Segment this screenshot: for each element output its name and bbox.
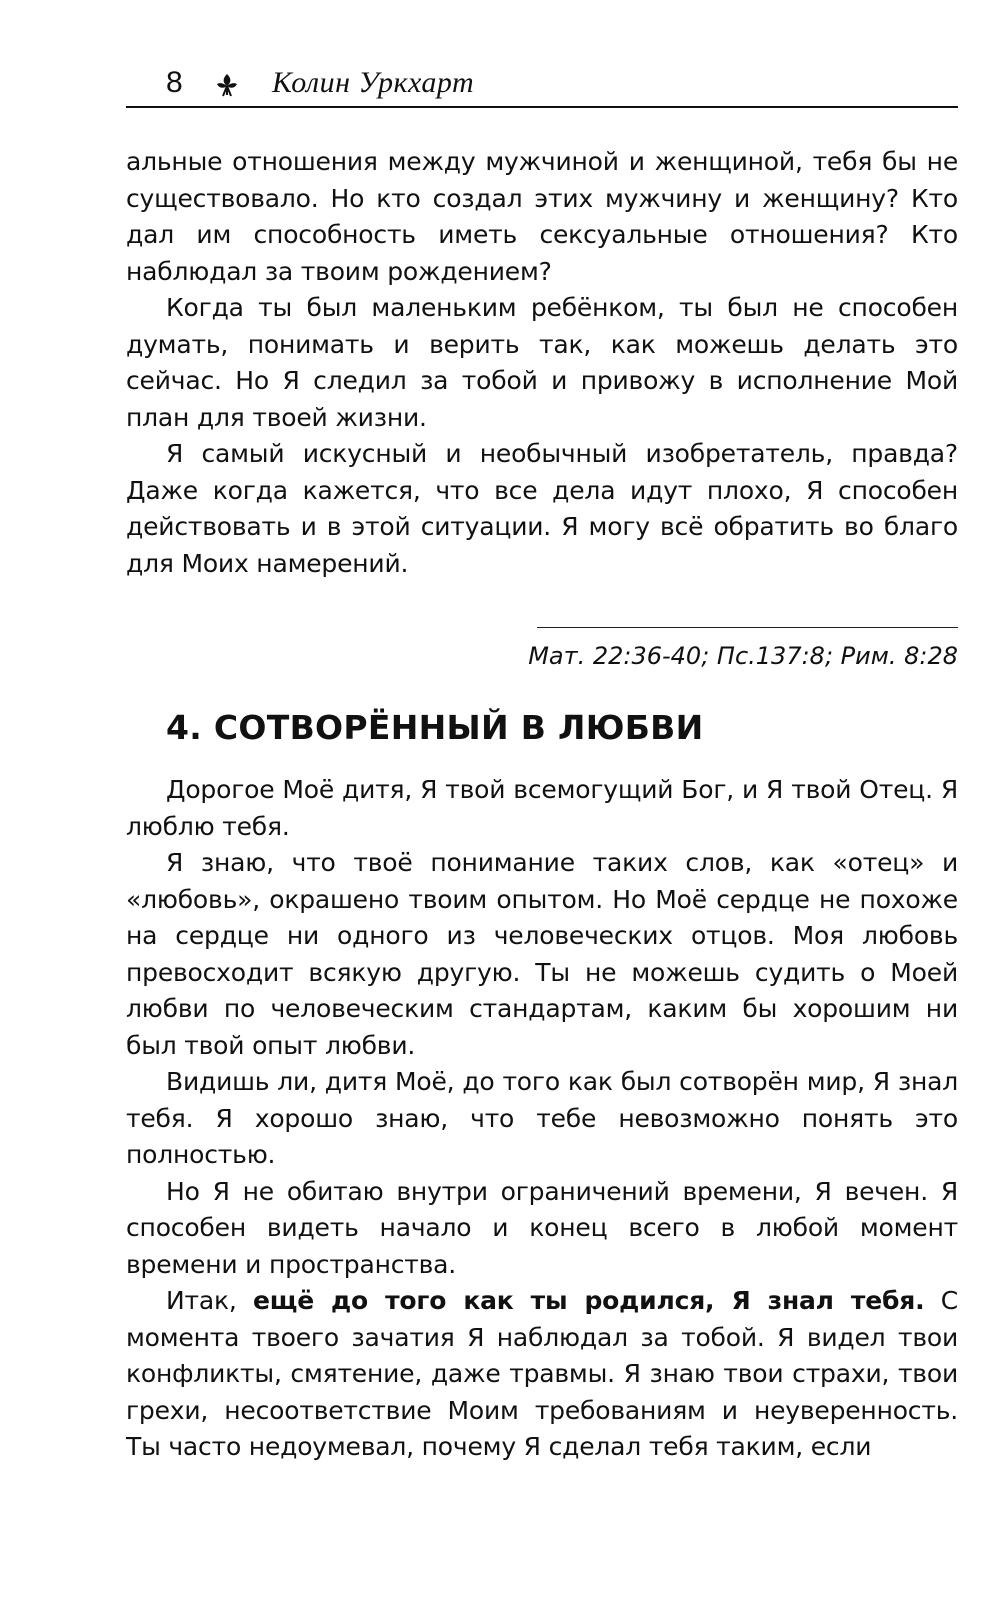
paragraph-lead: Итак,: [166, 1286, 253, 1315]
header-author: Колин Уркхарт: [272, 66, 475, 99]
chapter-text: [126, 772, 958, 1466]
continued-text: [126, 144, 958, 582]
paragraph: [126, 1283, 958, 1466]
leaf-ornament-icon: [214, 72, 240, 98]
paragraph: Когда ты был маленьким ребёнком, ты был не способен думать, понимать и верить так, как можешь делать это сейчас. Но Я следил за тобой и привожу в исполнение Мой план для твоей жизни.: [126, 293, 958, 432]
paragraph: Дорогое Моё дитя, Я твой всемогущий Бог, и Я твой Отец. Я люблю тебя.: [126, 775, 958, 841]
paragraph: Видишь ли, дитя Моё, до того как был сотворён мир, Я знал тебя. Я хорошо знаю, что тебе невозможно понять это полностью.: [126, 1067, 958, 1169]
page-number: 8: [166, 66, 183, 99]
emphasis-text: ещё до того как ты родился, Я знал тебя.: [253, 1286, 925, 1315]
paragraph-rest: С момента твоего зачатия Я наблюдал за тобой. Я видел твои конфликты, смятение, даже травмы. Я знаю твои страхи, твои грехи, несоответствие Моим требованиям и неуверенность. Ты часто недоумевал, почему Я сделал тебя таким, если: [126, 1286, 958, 1461]
paragraph: Я самый искусный и необычный изобретатель, правда? Даже когда кажется, что все дела идут плохо, Я способен действовать и в этой ситуации. Я могу всё обратить во благо для Моих намерений.: [126, 439, 958, 578]
running-header: [126, 62, 958, 108]
reference-divider: [537, 627, 958, 628]
paragraph: альные отношения между мужчиной и женщиной, тебя бы не существовало. Но кто создал этих мужчину и женщину? Кто дал им способность иметь сексуальные отношения? Кто наблюдал за твоим рождением?: [126, 147, 958, 286]
paragraph: Я знаю, что твоё понимание таких слов, как «отец» и «любовь», окрашено твоим опытом. Но Моё сердце не похоже на сердце ни одного из человеческих отцов. Моя любовь превосходит всякую другую. Ты не можешь судить о Моей любви по человеческим стандартам, каким бы хорошим ни был твой опыт любви.: [126, 848, 958, 1060]
paragraph: Но Я не обитаю внутри ограничений времени, Я вечен. Я способен видеть начало и конец всего в любой момент времени и пространства.: [126, 1176, 958, 1279]
chapter-title: 4. СОТВОРЁННЫЙ В ЛЮБВИ: [166, 708, 704, 747]
scripture-reference: Мат. 22:36-40; Пс.137:8; Рим. 8:28: [528, 642, 958, 670]
